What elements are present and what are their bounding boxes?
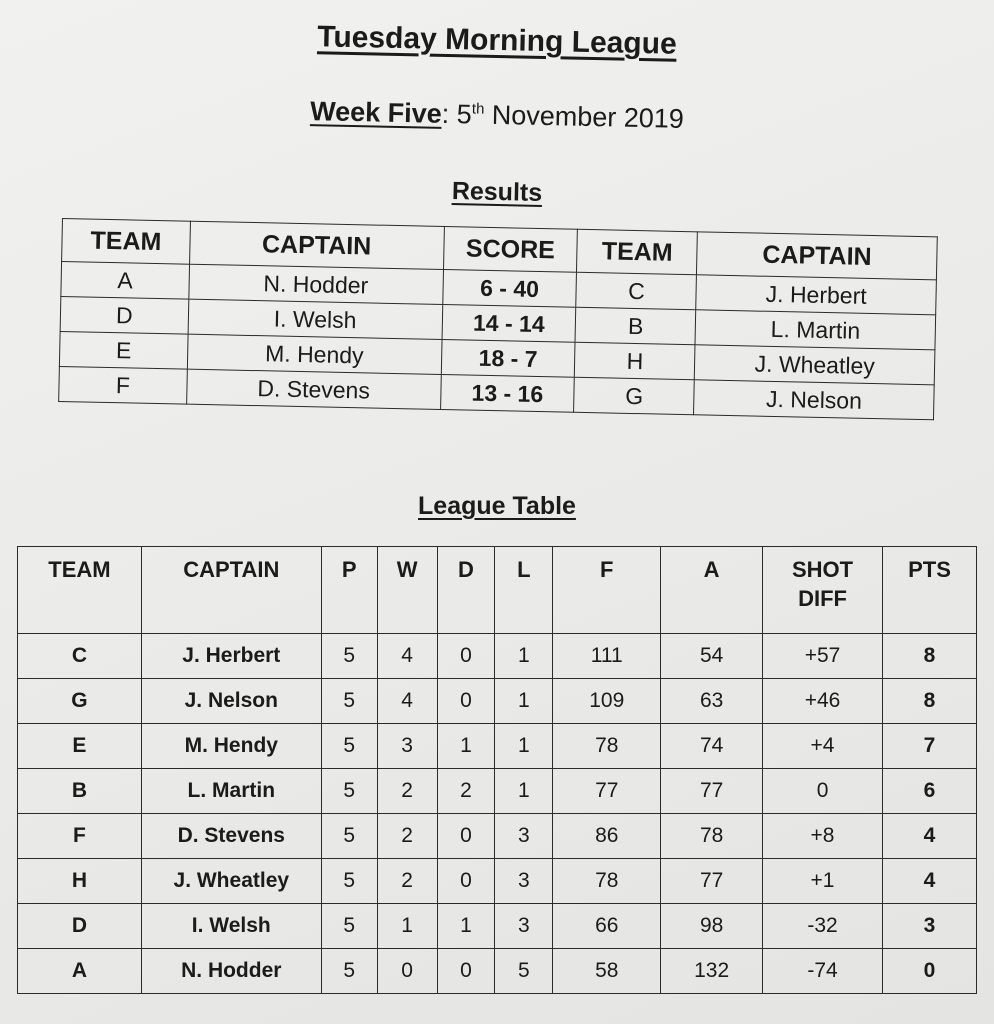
- for-cell: 78: [553, 724, 661, 769]
- away-captain: J. Nelson: [694, 380, 934, 420]
- for-cell: 111: [553, 634, 661, 679]
- captain-cell: M. Hendy: [141, 724, 321, 769]
- away-captain: J. Wheatley: [695, 345, 935, 385]
- league-col-shot-diff: SHOT DIFF: [763, 547, 883, 634]
- against-cell: 98: [661, 904, 763, 949]
- points-cell: 8: [883, 679, 977, 724]
- against-cell: 78: [661, 814, 763, 859]
- played-cell: 5: [321, 859, 377, 904]
- home-captain: N. Hodder: [189, 264, 443, 304]
- drawn-cell: 1: [437, 724, 495, 769]
- league-col-lost: L: [495, 547, 553, 634]
- league-col-won: W: [377, 547, 437, 634]
- table-row: [18, 904, 977, 949]
- score: 14 - 14: [442, 304, 577, 342]
- against-cell: 77: [661, 859, 763, 904]
- lost-cell: 1: [495, 724, 553, 769]
- played-cell: 5: [321, 904, 377, 949]
- drawn-cell: 0: [437, 634, 495, 679]
- captain-cell: J. Nelson: [141, 679, 321, 724]
- table-row: [18, 769, 977, 814]
- for-cell: 86: [553, 814, 661, 859]
- away-captain: L. Martin: [695, 310, 935, 350]
- drawn-cell: 2: [437, 769, 495, 814]
- home-team: E: [59, 331, 188, 369]
- played-cell: 5: [321, 769, 377, 814]
- league-col-for: F: [553, 547, 661, 634]
- results-heading-text: Results: [451, 177, 543, 207]
- shot-diff-cell: 0: [763, 769, 883, 814]
- table-row: [18, 634, 977, 679]
- won-cell: 4: [377, 634, 437, 679]
- team-cell: G: [18, 679, 142, 724]
- lost-cell: 1: [495, 679, 553, 724]
- against-cell: 132: [661, 949, 763, 994]
- against-cell: 54: [661, 634, 763, 679]
- points-cell: 0: [883, 949, 977, 994]
- league-col-against: A: [661, 547, 763, 634]
- league-col-drawn: D: [437, 547, 495, 634]
- results-col-team-2: TEAM: [577, 229, 698, 275]
- date-rest: November 2019: [483, 99, 685, 134]
- captain-cell: I. Welsh: [141, 904, 321, 949]
- won-cell: 1: [377, 904, 437, 949]
- won-cell: 2: [377, 814, 437, 859]
- league-col-captain: CAPTAIN: [141, 547, 321, 634]
- lost-cell: 5: [495, 949, 553, 994]
- shot-diff-cell: +46: [763, 679, 883, 724]
- league-table-heading: [0, 492, 994, 521]
- week-label: Week Five: [309, 96, 443, 129]
- team-cell: E: [18, 724, 142, 769]
- won-cell: 4: [377, 679, 437, 724]
- team-cell: D: [18, 904, 142, 949]
- for-cell: 58: [553, 949, 661, 994]
- captain-cell: D. Stevens: [141, 814, 321, 859]
- score: 13 - 16: [440, 374, 575, 412]
- table-row: [18, 949, 977, 994]
- results-col-captain-2: CAPTAIN: [697, 232, 938, 280]
- drawn-cell: 0: [437, 679, 495, 724]
- played-cell: 5: [321, 814, 377, 859]
- results-col-captain: CAPTAIN: [189, 221, 444, 269]
- home-captain: D. Stevens: [186, 369, 440, 409]
- points-cell: 4: [883, 859, 977, 904]
- table-row: [18, 859, 977, 904]
- away-team: G: [574, 377, 695, 415]
- for-cell: 78: [553, 859, 661, 904]
- drawn-cell: 0: [437, 859, 495, 904]
- page-title: [0, 14, 994, 69]
- team-cell: F: [18, 814, 142, 859]
- for-cell: 109: [553, 679, 661, 724]
- shot-diff-cell: -32: [763, 904, 883, 949]
- score: 6 - 40: [442, 269, 577, 307]
- home-captain: I. Welsh: [188, 299, 442, 339]
- results-table: [58, 218, 938, 420]
- league-col-team: TEAM: [18, 547, 142, 634]
- points-cell: 6: [883, 769, 977, 814]
- league-col-points: PTS: [883, 547, 977, 634]
- won-cell: 2: [377, 859, 437, 904]
- score: 18 - 7: [441, 339, 576, 377]
- lost-cell: 3: [495, 814, 553, 859]
- results-col-team: TEAM: [62, 219, 191, 265]
- shot-diff-cell: +57: [763, 634, 883, 679]
- results-col-score: SCORE: [443, 227, 578, 273]
- table-row: [18, 679, 977, 724]
- away-captain: J. Herbert: [696, 275, 936, 315]
- home-captain: M. Hendy: [187, 334, 441, 374]
- lost-cell: 3: [495, 904, 553, 949]
- played-cell: 5: [321, 949, 377, 994]
- title-text: Tuesday Morning League: [316, 20, 678, 61]
- week-subtitle: [0, 90, 994, 142]
- against-cell: 74: [661, 724, 763, 769]
- league-table: [17, 546, 977, 994]
- shot-diff-cell: -74: [763, 949, 883, 994]
- against-cell: 63: [661, 679, 763, 724]
- home-team: F: [59, 366, 188, 404]
- home-team: D: [60, 296, 189, 334]
- points-cell: 3: [883, 904, 977, 949]
- for-cell: 66: [553, 904, 661, 949]
- points-cell: 4: [883, 814, 977, 859]
- lost-cell: 1: [495, 769, 553, 814]
- won-cell: 3: [377, 724, 437, 769]
- won-cell: 2: [377, 769, 437, 814]
- played-cell: 5: [321, 634, 377, 679]
- shot-diff-cell: +1: [763, 859, 883, 904]
- away-team: B: [575, 307, 696, 345]
- for-cell: 77: [553, 769, 661, 814]
- table-row: [18, 814, 977, 859]
- won-cell: 0: [377, 949, 437, 994]
- captain-cell: J. Wheatley: [141, 859, 321, 904]
- away-team: C: [576, 272, 697, 310]
- date-day: : 5: [441, 98, 473, 130]
- against-cell: 77: [661, 769, 763, 814]
- league-header-row: [18, 547, 977, 634]
- results-heading: [0, 168, 994, 218]
- league-table-body: [18, 634, 977, 994]
- lost-cell: 1: [495, 634, 553, 679]
- drawn-cell: 0: [437, 814, 495, 859]
- captain-cell: L. Martin: [141, 769, 321, 814]
- league-heading-text: League Table: [418, 492, 576, 520]
- team-cell: H: [18, 859, 142, 904]
- shot-diff-cell: +4: [763, 724, 883, 769]
- team-cell: C: [18, 634, 142, 679]
- points-cell: 7: [883, 724, 977, 769]
- date-suffix: th: [471, 100, 485, 118]
- played-cell: 5: [321, 679, 377, 724]
- home-team: A: [61, 262, 190, 300]
- league-col-played: P: [321, 547, 377, 634]
- shot-diff-cell: +8: [763, 814, 883, 859]
- table-row: [18, 724, 977, 769]
- team-cell: A: [18, 949, 142, 994]
- points-cell: 8: [883, 634, 977, 679]
- lost-cell: 3: [495, 859, 553, 904]
- drawn-cell: 0: [437, 949, 495, 994]
- team-cell: B: [18, 769, 142, 814]
- captain-cell: N. Hodder: [141, 949, 321, 994]
- away-team: H: [575, 342, 696, 380]
- played-cell: 5: [321, 724, 377, 769]
- captain-cell: J. Herbert: [141, 634, 321, 679]
- drawn-cell: 1: [437, 904, 495, 949]
